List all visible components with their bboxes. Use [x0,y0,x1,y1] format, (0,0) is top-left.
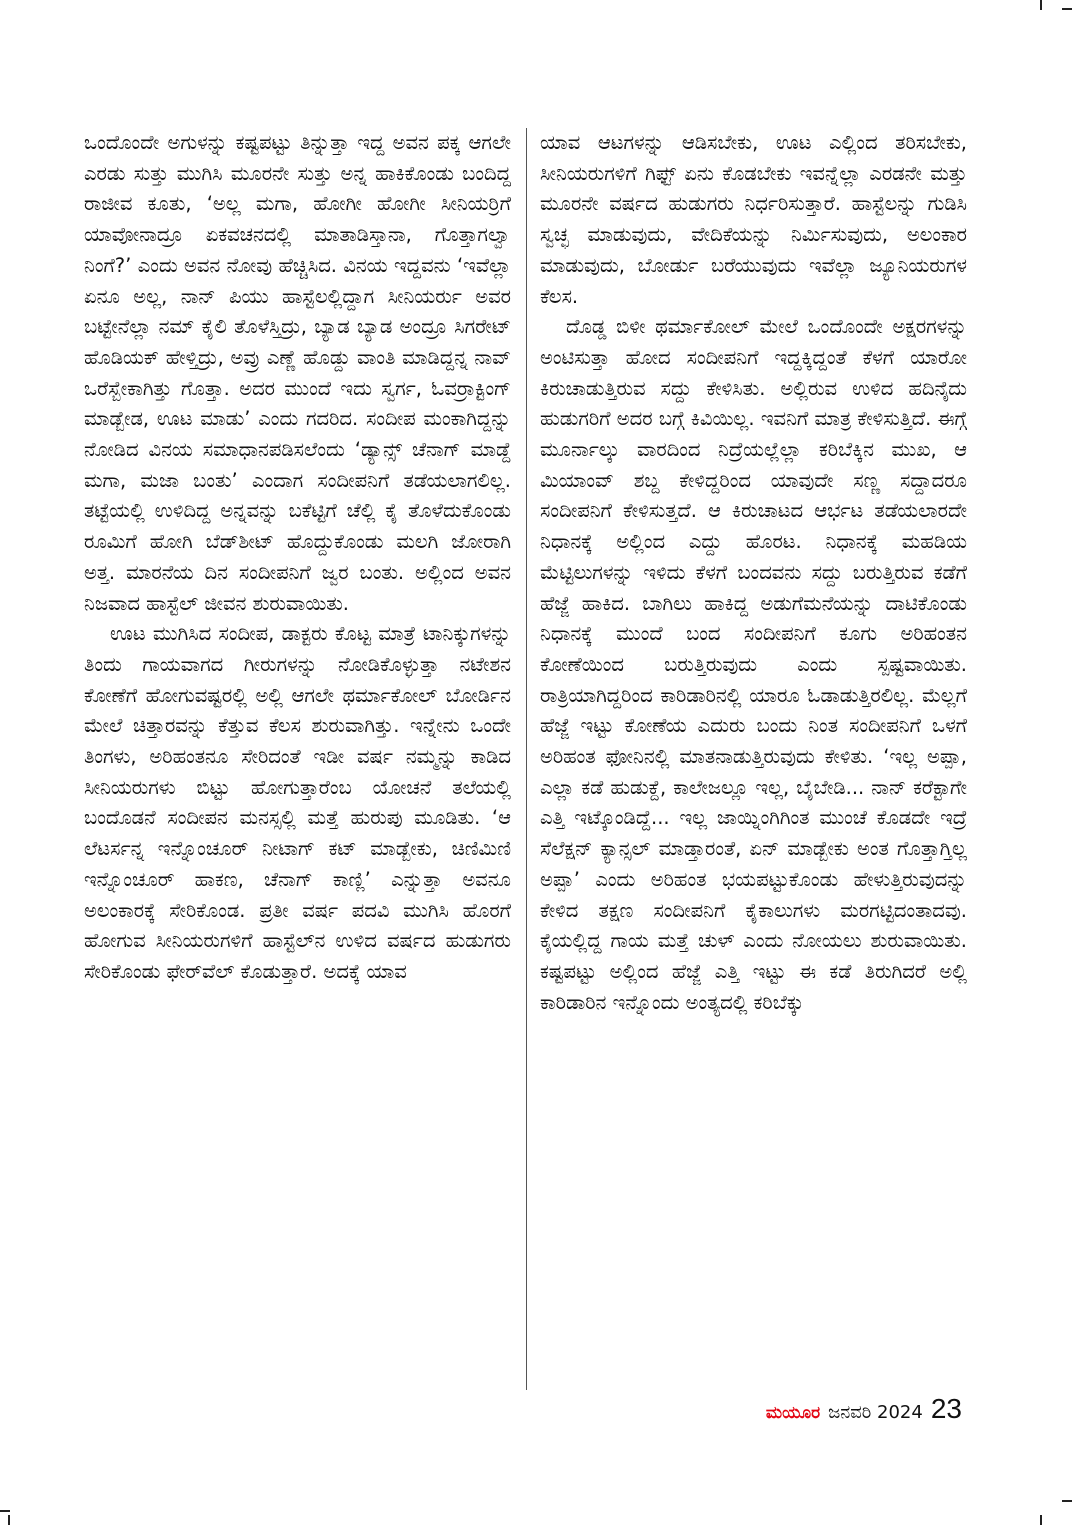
column-divider [526,128,527,1390]
crop-mark [1040,0,1042,10]
article-column-left [84,128,511,1390]
crop-mark [0,1510,10,1512]
paragraph: ಒಂದೊಂದೇ ಅಗುಳನ್ನು ಕಷ್ಟಪಟ್ಟು ತಿನ್ನುತ್ತಾ ಇದ್ದ ಅವನ ಪಕ್ಕ ಆಗಲೇ ಎರಡು ಸುತ್ತು ಮುಗಿಸಿ ಮೂರನೇ ಸುತ್ತು ಅನ್ನ ಹಾಕಿಕೊಂಡು ಬಂದಿದ್ದ ರಾಜೀವ ಕೂತು, ‘ಅಲ್ಲ ಮಗಾ, ಹೋಗೀ ಹೋಗೀ ಸೀನಿಯರ್ರಿಗೆ ಯಾವೋನಾದ್ರೂ ಏಕವಚನದಲ್ಲಿ ಮಾತಾಡಿಸ್ತಾನಾ, ಗೊತ್ತಾಗಲ್ವಾ ನಿಂಗೆ?’ ಎಂದು ಅವನ ನೋವು ಹೆಚ್ಚಿಸಿದ. ವಿನಯ ಇದ್ದವನು ‘ಇವೆಲ್ಲಾ ಏನೂ ಅಲ್ಲ, ನಾನ್ ಪಿಯು ಹಾಸ್ಟೆಲಲ್ಲಿದ್ದಾಗ ಸೀನಿಯರ್ರು ಅವರ ಬಟ್ಟೇನೆಲ್ಲಾ ನಮ್ ಕೈಲಿ ತೊಳೆಸ್ತಿದ್ರು, ಬ್ಯಾಡ ಬ್ಯಾಡ ಅಂದ್ರೂ ಸಿಗರೇಟ್ ಹೊಡಿಯಕ್ ಹೇಳ್ತಿದ್ರು, ಅವ್ರು ಎಣ್ಣೆ ಹೊಡ್ದು ವಾಂತಿ ಮಾಡಿದ್ದನ್ನ ನಾವ್ ಒರೆಸ್ಬೇಕಾಗಿತ್ತು ಗೊತ್ತಾ. ಅದರ ಮುಂದೆ ಇದು ಸ್ವರ್ಗ, ಓವರ್ರಾಕ್ಟಿಂಗ್ ಮಾಡ್ಬೇಡ, ಊಟ ಮಾಡು’ ಎಂದು ಗದರಿದ. ಸಂದೀಪ ಮಂಕಾಗಿದ್ದನ್ನು ನೋಡಿದ ವಿನಯ ಸಮಾಧಾನಪಡಿಸಲೆಂದು ‘ಡ್ಯಾನ್ಸ್ ಚೆನಾಗ್ ಮಾಡ್ದೆ ಮಗಾ, ಮಜಾ ಬಂತು’ ಎಂದಾಗ ಸಂದೀಪನಿಗೆ ತಡೆಯಲಾಗಲಿಲ್ಲ. ತಟ್ಟೆಯಲ್ಲಿ ಉಳಿದಿದ್ದ ಅನ್ನವನ್ನು ಬಕೆಟ್ಟಿಗೆ ಚೆಲ್ಲಿ ಕೈ ತೊಳೆದುಕೊಂಡು ರೂಮಿಗೆ ಹೋಗಿ ಬೆಡ್‌ಶೀಟ್ ಹೊದ್ದುಕೊಂಡು ಮಲಗಿ ಜೋರಾಗಿ ಅತ್ತ. ಮಾರನೆಯ ದಿನ ಸಂದೀಪನಿಗೆ ಜ್ವರ ಬಂತು. ಅಲ್ಲಿಂದ ಅವನ ನಿಜವಾದ ಹಾಸ್ಟೆಲ್ ಜೀವನ ಶುರುವಾಯಿತು. [84,131,511,615]
page-footer [766,1393,962,1429]
crop-mark [1040,1515,1042,1525]
magazine-logo: ಮಯೂರ [765,1403,821,1423]
article-column-right [540,128,967,1390]
crop-mark [8,1515,10,1525]
paragraph: ಊಟ ಮುಗಿಸಿದ ಸಂದೀಪ, ಡಾಕ್ಟರು ಕೊಟ್ಟ ಮಾತ್ರೆ ಟಾನಿಕ್ಕುಗಳನ್ನು ತಿಂದು ಗಾಯವಾಗದ ಗೀರುಗಳನ್ನು ನೋಡಿಕೊಳ್ಳುತ್ತಾ ನಟೇಶನ ಕೋಣೆಗೆ ಹೋಗುವಷ್ಟರಲ್ಲಿ ಅಲ್ಲಿ ಆಗಲೇ ಥರ್ಮಾಕೋಲ್ ಬೋರ್ಡಿನ ಮೇಲೆ ಚಿತ್ತಾರವನ್ನು ಕೆತ್ತುವ ಕೆಲಸ ಶುರುವಾಗಿತ್ತು. ಇನ್ನೇನು ಒಂದೇ ತಿಂಗಳು, ಅರಿಹಂತನೂ ಸೇರಿದಂತೆ ಇಡೀ ವರ್ಷ ನಮ್ಮನ್ನು ಕಾಡಿದ ಸೀನಿಯರುಗಳು ಬಿಟ್ಟು ಹೋಗುತ್ತಾರೆಂಬ ಯೋಚನೆ ತಲೆಯಲ್ಲಿ ಬಂದೊಡನೆ ಸಂದೀಪನ ಮನಸ್ಸಲ್ಲಿ ಮತ್ತೆ ಹುರುಪು ಮೂಡಿತು. ‘ಆ ಲೆಟರ್ಸನ್ನ ಇನ್ನೊಂಚೂರ್ ನೀಟಾಗ್ ಕಟ್ ಮಾಡ್ಬೇಕು, ಚಿಣಿಮಿಣಿ ಇನ್ನೊಂಚೂರ್ ಹಾಕಣ, ಚೆನಾಗ್ ಕಾಣ್ಲಿ’ ಎನ್ನುತ್ತಾ ಅವನೂ ಅಲಂಕಾರಕ್ಕೆ ಸೇರಿಕೊಂಡ. ಪ್ರತೀ ವರ್ಷ ಪದವಿ ಮುಗಿಸಿ ಹೊರಗೆ ಹೋಗುವ ಸೀನಿಯರುಗಳಿಗೆ ಹಾಸ್ಟೆಲ್‌ನ ಉಳಿದ ವರ್ಷದ ಹುಡುಗರು ಸೇರಿಕೊಂಡು ಫೇರ್‌ವೆಲ್ ಕೊಡುತ್ತಾರೆ. ಅದಕ್ಕೆ ಯಾವ [84,622,511,983]
paragraph: ದೊಡ್ಡ ಬಿಳೀ ಥರ್ಮಾಕೋಲ್ ಮೇಲೆ ಒಂದೊಂದೇ ಅಕ್ಷರಗಳನ್ನು ಅಂಟಿಸುತ್ತಾ ಹೋದ ಸಂದೀಪನಿಗೆ ಇದ್ದಕ್ಕಿದ್ದಂತೆ ಕೆಳಗೆ ಯಾರೋ ಕಿರುಚಾಡುತ್ತಿರುವ ಸದ್ದು ಕೇಳಿಸಿತು. ಅಲ್ಲಿರುವ ಉಳಿದ ಹದಿನೈದು ಹುಡುಗರಿಗೆ ಅದರ ಬಗ್ಗೆ ಕಿವಿಯಿಲ್ಲ. ಇವನಿಗೆ ಮಾತ್ರ ಕೇಳಿಸುತ್ತಿದೆ. ಈಗ್ಗೆ ಮೂರ್ನಾಲ್ಕು ವಾರದಿಂದ ನಿದ್ರೆಯಲ್ಲೆಲ್ಲಾ ಕರಿಬೆಕ್ಕಿನ ಮುಖ, ಆ ಮಿಯಾಂವ್ ಶಬ್ದ ಕೇಳಿದ್ದರಿಂದ ಯಾವುದೇ ಸಣ್ಣ ಸದ್ದಾದರೂ ಸಂದೀಪನಿಗೆ ಕೇಳಿಸುತ್ತದೆ. ಆ ಕಿರುಚಾಟದ ಆರ್ಭಟ ತಡೆಯಲಾರದೇ ನಿಧಾನಕ್ಕೆ ಅಲ್ಲಿಂದ ಎದ್ದು ಹೊರಟ. ನಿಧಾನಕ್ಕೆ ಮಹಡಿಯ ಮೆಟ್ಟಿಲುಗಳನ್ನು ಇಳಿದು ಕೆಳಗೆ ಬಂದವನು ಸದ್ದು ಬರುತ್ತಿರುವ ಕಡೆಗೆ ಹೆಜ್ಜೆ ಹಾಕಿದ. ಬಾಗಿಲು ಹಾಕಿದ್ದ ಅಡುಗೆಮನೆಯನ್ನು ದಾಟಿಕೊಂಡು ನಿಧಾನಕ್ಕೆ ಮುಂದೆ ಬಂದ ಸಂದೀಪನಿಗೆ ಕೂಗು ಅರಿಹಂತನ ಕೋಣೆಯಿಂದ ಬರುತ್ತಿರುವುದು ಎಂದು ಸ್ಪಷ್ಟವಾಯಿತು. ರಾತ್ರಿಯಾಗಿದ್ದರಿಂದ ಕಾರಿಡಾರಿನಲ್ಲಿ ಯಾರೂ ಓಡಾಡುತ್ತಿರಲಿಲ್ಲ. ಮೆಲ್ಲಗೆ ಹೆಜ್ಜೆ ಇಟ್ಟು ಕೋಣೆಯ ಎದುರು ಬಂದು ನಿಂತ ಸಂದೀಪನಿಗೆ ಒಳಗೆ ಅರಿಹಂತ ಫೋನಿನಲ್ಲಿ ಮಾತನಾಡುತ್ತಿರುವುದು ಕೇಳಿತು. ‘ಇಲ್ಲ ಅಪ್ಪಾ, ಎಲ್ಲಾ ಕಡೆ ಹುಡುಕ್ದೆ, ಕಾಲೇಜಲ್ಲೂ ಇಲ್ಲ, ಬೈಬೇಡಿ... ನಾನ್ ಕರೆಕ್ಟಾಗೇ ಎತ್ತಿ ಇಟ್ಕೊಂಡಿದ್ದೆ... ಇಲ್ಲ ಜಾಯ್ನಿಂಗಿಗಿಂತ ಮುಂಚೆ ಕೊಡದೇ ಇದ್ರೆ ಸೆಲೆಕ್ಷನ್ ಕ್ಯಾನ್ಸಲ್ ಮಾಡ್ತಾರಂತೆ, ಏನ್ ಮಾಡ್ಬೇಕು ಅಂತ ಗೊತ್ತಾಗ್ತಿಲ್ಲ ಅಪ್ಪಾ’ ಎಂದು ಅರಿಹಂತ ಭಯಪಟ್ಟುಕೊಂಡು ಹೇಳುತ್ತಿರುವುದನ್ನು ಕೇಳಿದ ತಕ್ಷಣ ಸಂದೀಪನಿಗೆ ಕೈಕಾಲುಗಳು ಮರಗಟ್ಟಿದಂತಾದವು. ಕೈಯಲ್ಲಿದ್ದ ಗಾಯ ಮತ್ತೆ ಚುಳ್ ಎಂದು ನೋಯಲು ಶುರುವಾಯಿತು. ಕಷ್ಟಪಟ್ಟು ಅಲ್ಲಿಂದ ಹೆಜ್ಜೆ ಎತ್ತಿ ಇಟ್ಟು ಈ ಕಡೆ ತಿರುಗಿದರೆ ಅಲ್ಲಿ ಕಾರಿಡಾರಿನ ಇನ್ನೊಂದು ಅಂತ್ಯದಲ್ಲಿ ಕರಿಬೆಕ್ಕು [540,315,967,1014]
page-number: 23 [930,1393,962,1424]
crop-mark [1062,1500,1072,1502]
paragraph: ಯಾವ ಆಟಗಳನ್ನು ಆಡಿಸಬೇಕು, ಊಟ ಎಲ್ಲಿಂದ ತರಿಸಬೇಕು, ಸೀನಿಯರುಗಳಿಗೆ ಗಿಫ್ಟ್ ಏನು ಕೊಡಬೇಕು ಇವನ್ನೆಲ್ಲಾ ಎರಡನೇ ಮತ್ತು ಮೂರನೇ ವರ್ಷದ ಹುಡುಗರು ನಿರ್ಧರಿಸುತ್ತಾರೆ. ಹಾಸ್ಟೆಲನ್ನು ಗುಡಿಸಿ ಸ್ವಚ್ಛ ಮಾಡುವುದು, ವೇದಿಕೆಯನ್ನು ನಿರ್ಮಿಸುವುದು, ಅಲಂಕಾರ ಮಾಡುವುದು, ಬೋರ್ಡು ಬರೆಯುವುದು ಇವೆಲ್ಲಾ ಜ್ಯೂನಿಯರುಗಳ ಕೆಲಸ. [540,131,967,308]
crop-mark [1062,8,1072,10]
issue-date: ಜನವರಿ 2024 [828,1402,923,1423]
